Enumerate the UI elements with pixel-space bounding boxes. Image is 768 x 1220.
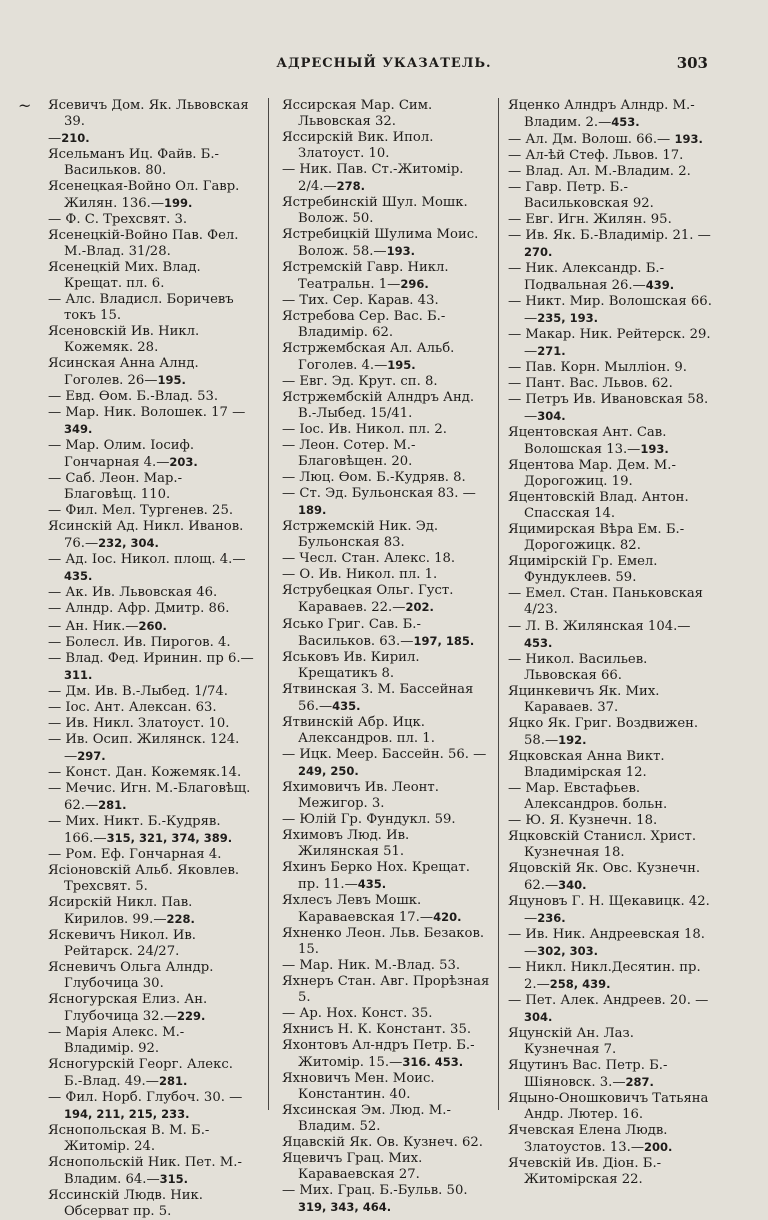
directory-entry: Ясіоновскій Альб. Яковлев. Трехсвят. 5.	[48, 862, 240, 894]
directory-column-2	[282, 98, 490, 1215]
directory-entry: — Марія Алекс. М.-Владимір. 92.	[48, 1024, 185, 1056]
directory-entry: — Ив. Никл. Златоуст. 10.	[48, 715, 230, 731]
directory-entry: — Никл. Никл.Десятин. пр. 2.—258, 439.	[508, 959, 701, 992]
directory-entry: Ястребицкій Шулима Моис. Волож. 58.—193.	[282, 227, 479, 260]
directory-entry: Ястребинскій Шул. Мошк. Волож. 50.	[282, 195, 468, 227]
directory-entry: Ясневичъ Ольга Алндр. Глубочица 30.	[48, 959, 214, 991]
directory-entry: Ятвинскій Абр. Ицк. Александров. пл. 1.	[282, 714, 435, 746]
directory-entry: Яцентовская Ант. Сав. Волошская 13.—193.	[508, 425, 669, 458]
directory-entry: — Мар. Ник. М.-Влад. 53.	[282, 957, 461, 973]
directory-entry: — Іос. Ант. Алексан. 63.	[48, 699, 217, 715]
directory-entry: — Мих. Никт. Б.-Кудряв. 166.—315, 321, 374, 389.	[48, 813, 233, 846]
directory-entry: — Петръ Ив. Ивановская 58.—304.	[508, 392, 709, 425]
directory-entry: — Дм. Ив. В.-Лыбед. 1/74.	[48, 683, 228, 699]
directory-entry: Яхимовичъ Ив. Леонт. Межигор. 3.	[282, 779, 439, 811]
directory-entry: Ясенецкій-Войно Пав. Фел. М.-Влад. 31/28.	[48, 228, 239, 260]
directory-entry: — Мечис. Игн. М.-Благовѣщ. 62.—281.	[48, 780, 251, 813]
directory-entry: — Ив. Ник. Андреевская 18.—302, 303.	[508, 926, 705, 959]
directory-entry: — Макар. Ник. Рейтерск. 29.—271.	[508, 327, 711, 360]
directory-entry: Ячевскій Ив. Діон. Б.-Житомірская 22.	[508, 1156, 662, 1188]
directory-entry: — Ф. С. Трехсвят. 3.	[48, 212, 188, 228]
directory-entry: Яснопольскій Ник. Пет. М.-Владим. 64.—315.	[48, 1155, 242, 1188]
directory-entry: Ясногурскій Георг. Алекс. Б.-Влад. 49.—281.	[48, 1056, 233, 1089]
directory-entry: — Ив. Осип. Жилянск. 124. —297.	[48, 731, 240, 764]
directory-entry: — Мар. Олим. Іосиф. Гончарная 4.—203.	[48, 438, 198, 471]
directory-entry: — Влад. Ал. М.-Владим. 2.	[508, 164, 691, 180]
directory-entry: — Ар. Нох. Конст. 35.	[282, 1005, 433, 1021]
directory-entry: Яцимірскій Гр. Емел. Фундуклеев. 59.	[508, 554, 658, 586]
directory-entry: Яхинъ Берко Нох. Крещат. пр. 11.—435.	[282, 859, 470, 892]
directory-entry: — Фил. Мел. Тургенев. 25.	[48, 503, 234, 519]
directory-entry: — Алндр. Афр. Дмитр. 86.	[48, 601, 230, 617]
directory-entry: Яцентовскій Влад. Антон. Спасская 14.	[508, 490, 689, 522]
directory-entry: — Чесл. Стан. Алекс. 18.	[282, 551, 456, 567]
directory-entry: Яськовъ Ив. Кирил. Крещатикъ 8.	[282, 649, 420, 681]
directory-entry: Ясько Григ. Сав. Б.-Васильков. 63.—197, 185.	[282, 616, 475, 649]
directory-entry: Яссинскій Людв. Ник. Обсерват пр. 5.	[48, 1188, 203, 1220]
directory-entry: — О. Ив. Никол. пл. 1.	[282, 567, 438, 583]
directory-entry: Яцко Як. Григ. Воздвижен. 58.—192.	[508, 715, 699, 748]
directory-entry: — Ицк. Меер. Бассейн. 56. —249, 250.	[282, 746, 487, 778]
directory-entry: Ясеновскій Ив. Никл. Кожемяк. 28.	[48, 324, 200, 356]
directory-entry: Ястремскій Гавр. Никл. Театральн. 1—296.	[282, 260, 449, 293]
directory-entry: Яхновичъ Мен. Моис. Константин. 40.	[282, 1070, 435, 1102]
directory-entry: — Люц. Өом. Б.-Кудряв. 8.	[282, 470, 466, 486]
directory-entry: Ятвинская З. М. Бассейная 56.—435.	[282, 681, 474, 714]
directory-entry: — Мар. Евстафьев. Александров. больн.	[508, 780, 668, 812]
directory-entry: —210.	[48, 131, 90, 147]
directory-entry: — Ад. Іос. Никол. площ. 4.—435.	[48, 552, 246, 584]
directory-entry: Яцковскій Станисл. Христ. Кузнечная 18.	[508, 828, 697, 860]
directory-entry: — Ст. Эд. Бульонская 83. —189.	[282, 486, 476, 518]
directory-entry: Яцуновъ Г. Н. Щекавицк. 42.—236.	[508, 893, 710, 926]
directory-entry: Ясенецкая-Войно Ол. Гавр. Жилян. 136.—199.	[48, 179, 240, 212]
directory-entry: Ясевичъ Дом. Як. Львовская 39.	[48, 98, 249, 130]
directory-entry: Яссирскій Вик. Ипол. Златоуст. 10.	[282, 130, 434, 162]
directory-entry: Ясинскій Ад. Никл. Иванов. 76.—232, 304.	[48, 519, 244, 552]
directory-entry: — Ив. Як. Б.-Владимір. 21. —270.	[508, 228, 711, 260]
directory-entry: Ястржембская Ал. Альб. Гоголев. 4.—195.	[282, 341, 455, 374]
directory-entry: — Ан. Ник.—260.	[48, 618, 167, 634]
directory-entry: — Іос. Ив. Никол. пл. 2.	[282, 422, 447, 438]
directory-entry: Яцавскій Як. Ов. Кузнеч. 62.	[282, 1135, 483, 1150]
directory-entry: Ясенецкій Мих. Влад. Крещат. пл. 6.	[48, 260, 201, 292]
directory-entry: — Влад. Фед. Иринин. пр 6.—311.	[48, 650, 254, 682]
directory-entry: — Саб. Леон. Мар.-Благовѣщ. 110.	[48, 471, 183, 503]
directory-column-1	[48, 98, 254, 1220]
directory-entry: Яхонтовъ Ал-ндръ Петр. Б.-Житомір. 15.—316. 453.	[282, 1037, 475, 1070]
directory-entry: Ясногурская Елиз. Ан. Глубочица 32.—229.	[48, 991, 208, 1024]
directory-entry: — Тих. Сер. Карав. 43.	[282, 293, 439, 309]
directory-entry: — Мар. Ник. Волошек. 17 —349.	[48, 405, 246, 437]
directory-entry: — Гавр. Петр. Б.-Васильковская 92.	[508, 180, 654, 212]
directory-entry: — Конст. Дан. Кожемяк.14.	[48, 764, 242, 780]
directory-entry: — Пав. Корн. Мылліон. 9.	[508, 360, 687, 376]
directory-entry: Ястржембскій Алндръ Анд. В.-Лыбед. 15/41.	[282, 390, 475, 422]
directory-entry: Ясельманъ Иц. Файв. Б.-Васильков. 80.	[48, 147, 219, 179]
directory-entry: — Леон. Сотер. М.-Благовѣщен. 20.	[282, 438, 416, 470]
column-divider	[268, 98, 269, 1110]
directory-entry: Яцентова Мар. Дем. М.-Дорогожиц. 19.	[508, 458, 676, 490]
directory-entry: Яцевичъ Грац. Мих. Караваевская 27.	[282, 1151, 423, 1183]
directory-entry: Ясирскій Никл. Пав. Кирилов. 99.—228.	[48, 894, 195, 927]
directory-entry: — Евг. Игн. Жилян. 95.	[508, 212, 672, 228]
directory-entry: Яцыно-Оношковичъ Татьяна Андр. Лютер. 16.	[508, 1090, 709, 1122]
directory-entry: — Л. В. Жилянская 104.— 453.	[508, 618, 691, 650]
directory-entry: Яснопольская В. М. Б.-Житомір. 24.	[48, 1122, 210, 1154]
directory-entry: Яхненко Леон. Льв. Безаков. 15.	[282, 925, 485, 957]
directory-entry: Яцовскій Як. Овс. Кузнечн. 62.—340.	[508, 860, 701, 893]
directory-entry: — Никол. Васильев. Львовская 66.	[508, 651, 648, 683]
directory-entry: — Евг. Эд. Крут. сп. 8.	[282, 374, 438, 390]
directory-entry: Яцунскій Ан. Лаз. Кузнечная 7.	[508, 1025, 634, 1057]
directory-entry: Ястребова Сер. Вас. Б.-Владимір. 62.	[282, 309, 446, 341]
directory-entry: — Евд. Өом. Б.-Влад. 53.	[48, 389, 219, 405]
directory-entry: Ячевская Елена Людв. Златоустов. 13.—200.	[508, 1122, 673, 1155]
directory-entry: — Ак. Ив. Львовская 46.	[48, 585, 218, 601]
directory-entry: — Ник. Александр. Б.-Подвальная 26.—439.	[508, 261, 675, 294]
directory-entry: — Емел. Стан. Паньковская 4/23.	[508, 586, 703, 618]
directory-entry: Яхсинская Эм. Люд. М.-Владим. 52.	[282, 1102, 451, 1134]
directory-entry: Яхнеръ Стан. Авг. Прорѣзная 5.	[282, 973, 490, 1005]
directory-entry: Ястржемскій Ник. Эд. Бульонская 83.	[282, 519, 439, 551]
directory-entry: Яценко Алндръ Алндр. М.-Владим. 2.—453.	[508, 98, 695, 131]
directory-entry: Яссирская Мар. Сим. Львовская 32.	[282, 98, 433, 130]
directory-entry: Яцутинъ Вас. Петр. Б.-Шіяновск. 3.—287.	[508, 1057, 668, 1090]
directory-entry: Яхлесъ Левъ Мошк. Караваевская 17.—420.	[282, 892, 462, 925]
directory-entry: — Ал. Дм. Волош. 66.— 193.	[508, 132, 703, 148]
directory-entry: — Никт. Мир. Волошская 66.—235, 193.	[508, 294, 712, 327]
directory-entry: Яцковская Анна Викт. Владимірская 12.	[508, 748, 665, 780]
directory-column-3	[508, 98, 712, 1188]
directory-entry: — Юлій Гр. Фундукл. 59.	[282, 811, 456, 827]
directory-entry: — Ал-ѣй Стеф. Львов. 17.	[508, 148, 684, 164]
directory-entry: Яцинкевичъ Як. Мих. Караваев. 37.	[508, 683, 660, 715]
directory-entry: Ясинская Анна Алнд. Гоголев. 26—195.	[48, 356, 199, 389]
directory-entry: Яструбецкая Ольг. Густ. Караваев. 22.—202.	[282, 583, 454, 616]
directory-entry: — Мих. Грац. Б.-Бульв. 50. 319, 343, 464.	[282, 1183, 468, 1215]
directory-entry: — Ник. Пав. Ст.-Житомір. 2/4.—278.	[282, 162, 464, 195]
page-number: 303	[676, 54, 708, 72]
directory-entry: Яцимирская Вѣра Ем. Б.-Дорогожицк. 82.	[508, 522, 685, 554]
directory-entry: — Пет. Алек. Андреев. 20. —304.	[508, 992, 709, 1024]
directory-entry: — Ром. Еф. Гончарная 4.	[48, 846, 222, 862]
directory-entry: — Алс. Владисл. Боричевъ токъ 15.	[48, 292, 234, 324]
directory-entry: Яхимовъ Люд. Ив. Жилянская 51.	[282, 827, 410, 859]
directory-entry: — Болесл. Ив. Пирогов. 4.	[48, 634, 231, 650]
margin-mark: ~	[18, 96, 32, 115]
directory-entry: — Пант. Вас. Львов. 62.	[508, 376, 673, 392]
column-divider	[498, 98, 499, 1110]
directory-entry: — Ю. Я. Кузнечн. 18.	[508, 812, 658, 828]
directory-entry: Яхнисъ Н. К. Констант. 35.	[282, 1021, 472, 1037]
directory-entry: — Фил. Норб. Глубоч. 30. —194, 211, 215, 233.	[48, 1089, 243, 1121]
directory-entry: Яскевичъ Никол. Ив. Рейтарск. 24/27.	[48, 927, 196, 959]
page-title: АДРЕСНЫЙ УКАЗАТЕЛЬ.	[276, 56, 492, 71]
